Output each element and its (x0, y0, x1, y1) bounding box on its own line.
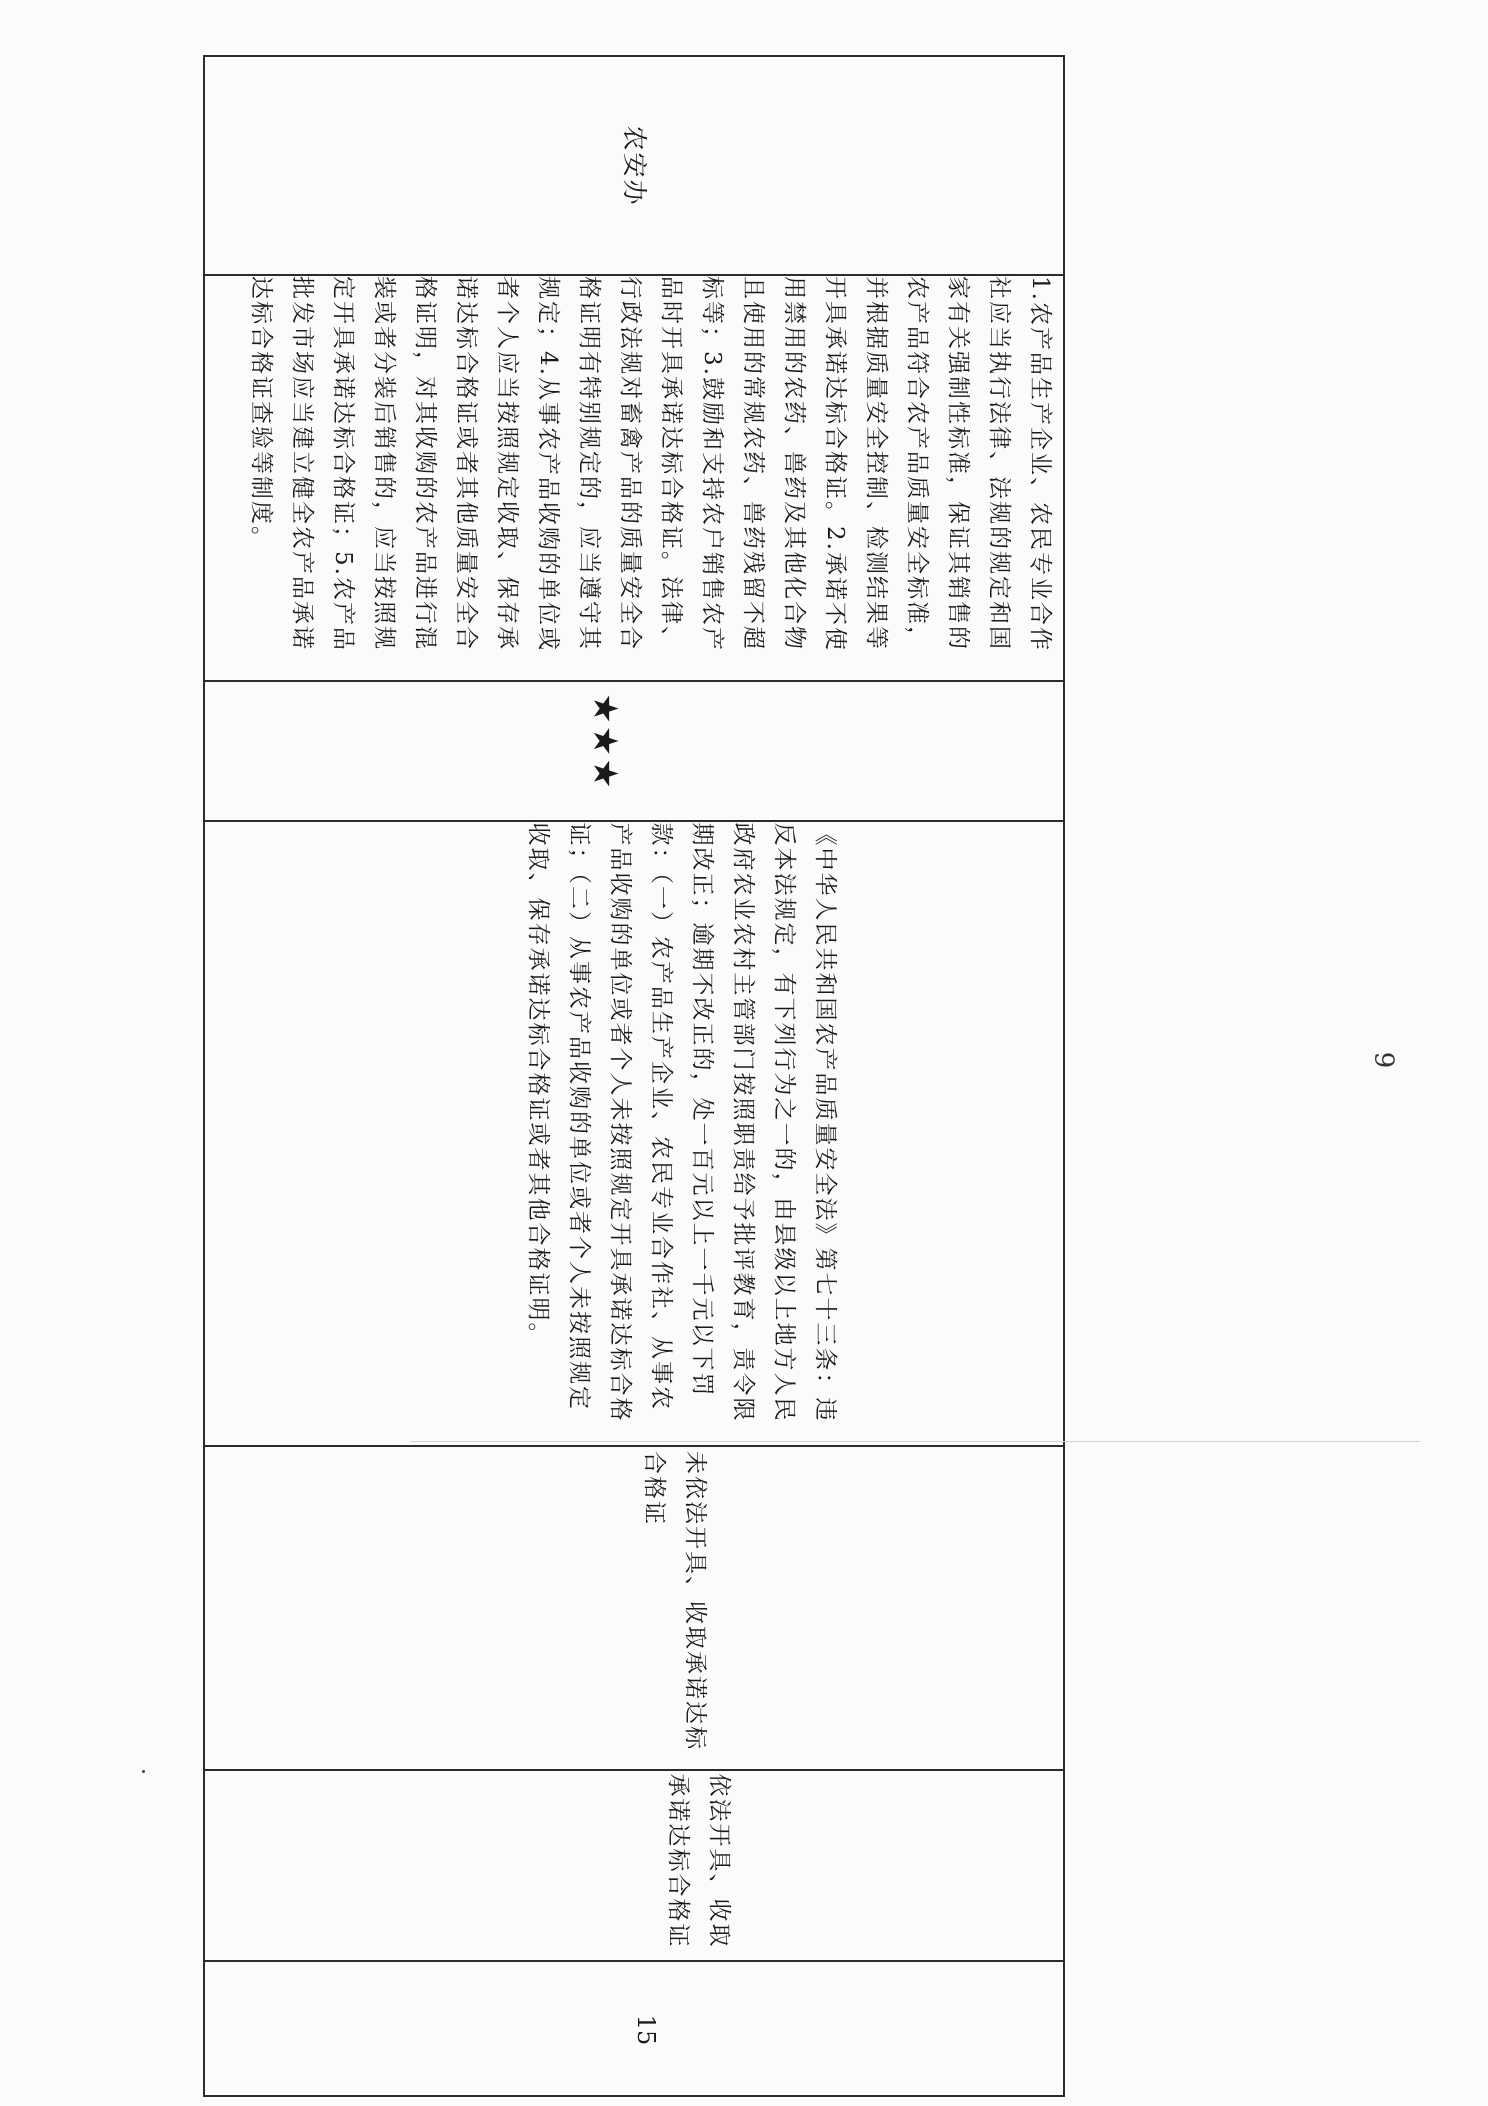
regulation-table (203, 55, 1065, 2097)
cell-legal-basis (205, 822, 1063, 1445)
scan-speck (142, 1770, 145, 1773)
cell-requirements (205, 276, 1063, 680)
rating-stars: ★★★ (585, 693, 625, 791)
cell-violation (205, 1447, 1063, 1769)
cell-item (205, 1771, 1063, 1960)
cell-number (205, 1962, 1063, 2097)
cell-rating (205, 682, 1063, 820)
requirements-text: 1.农产品生产企业、农民专业合作社应当执行法律、法规的规定和国家有关强制性标准，保证其销售的农产品符合农产品质量安全标准，并根据质量安全控制、检测结果等开具承诺达标合格证。2.承诺不使用禁用的农药、兽药及其他化合物且使用的常规农药、兽药残留不超标等；3.鼓励和支持农户销售农产品时开具承诺达标合格证。法律、行政法规对畜禽产品的质量安全合格证明有特别规定的，应当遵守其规定；4.从事农产品收购的单位或者个人应当按照规定收取、保存承诺达标合格证或者其他质量安全合格证明，对其收购的农产品进行混装或者分装后销售的，应当按照规定开具承诺达标合格证；5.农产品批发市场应当建立健全农产品承诺达标合格证查验等制度。 (248, 276, 1053, 652)
scan-artifact-line (410, 1441, 1420, 1442)
department-label: 农安办 (620, 124, 649, 206)
item-text: 依法开具、收取承诺达标合格证 (665, 1773, 732, 1948)
row-number: 15 (632, 2014, 660, 2045)
cell-department (205, 57, 1063, 274)
page-number: 9 (1368, 1051, 1399, 1069)
violation-text: 未依法开具、收取承诺达标合格证 (641, 1451, 708, 1751)
legal-basis-text: 《中华人民共和国农产品质量安全法》第七十三条：违反本法规定，有下列行为之一的，由县级以上地方人民政府农业农村主管部门按照职责给予批评教育，责令限期改正；逾期不改正的，处一百元以上一千元以下罚款：（一）农产品生产企业、农民专业合作社、从事农产品收购的单位或者个人未按照规定开具承诺达标合格证；（二）从事农产品收购的单位或者个人未按照规定收取、保存承诺达标合格证或者其他合格证明。 (525, 822, 838, 1422)
